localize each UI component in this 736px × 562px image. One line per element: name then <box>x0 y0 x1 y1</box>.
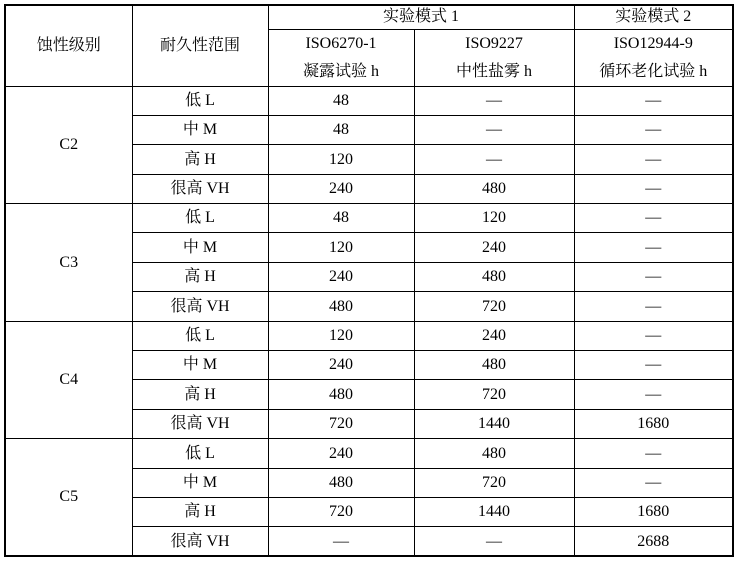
durability-range-cell: 很高 VH <box>132 409 268 438</box>
corrosion-level-cell: C5 <box>5 439 132 557</box>
cyclic-aging-hours-cell: — <box>574 115 733 144</box>
cyclic-aging-hours-cell: — <box>574 380 733 409</box>
cyclic-aging-hours-cell: — <box>574 351 733 380</box>
salt-spray-test-label: 中性盐雾 h <box>456 62 533 80</box>
salt-spray-hours-cell: 480 <box>414 351 574 380</box>
condensation-hours-cell: 240 <box>268 439 414 468</box>
header-salt-spray-test <box>414 29 574 86</box>
salt-spray-hours-cell: — <box>414 86 574 115</box>
cyclic-aging-hours-cell: 1680 <box>574 497 733 526</box>
durability-range-cell: 低 L <box>132 321 268 350</box>
durability-range-cell: 高 H <box>132 262 268 291</box>
cyclic-aging-hours-cell: — <box>574 204 733 233</box>
cyclic-aging-hours-cell: — <box>574 174 733 203</box>
table-row <box>5 86 733 115</box>
condensation-standard-label: ISO6270-1 <box>305 35 377 53</box>
condensation-hours-cell: 120 <box>268 145 414 174</box>
durability-range-cell: 中 M <box>132 233 268 262</box>
durability-range-cell: 中 M <box>132 351 268 380</box>
table-row <box>5 204 733 233</box>
condensation-hours-cell: 120 <box>268 233 414 262</box>
header-condensation-test <box>268 29 414 86</box>
salt-spray-standard-label: ISO9227 <box>465 35 523 53</box>
salt-spray-hours-cell: 720 <box>414 468 574 497</box>
header-test-mode-2: 实验模式 2 <box>574 5 733 29</box>
salt-spray-hours-cell: 720 <box>414 380 574 409</box>
cyclic-aging-hours-cell: — <box>574 86 733 115</box>
condensation-hours-cell: 480 <box>268 292 414 321</box>
durability-range-cell: 低 L <box>132 439 268 468</box>
salt-spray-hours-cell: 240 <box>414 233 574 262</box>
condensation-hours-cell: 240 <box>268 262 414 291</box>
condensation-hours-cell: 480 <box>268 468 414 497</box>
cyclic-aging-hours-cell: — <box>574 292 733 321</box>
header-corrosion-level: 蚀性级别 <box>5 5 132 86</box>
cyclic-aging-hours-cell: — <box>574 468 733 497</box>
condensation-hours-cell: — <box>268 527 414 556</box>
salt-spray-hours-cell: 1440 <box>414 497 574 526</box>
durability-range-cell: 中 M <box>132 468 268 497</box>
durability-range-cell: 高 H <box>132 380 268 409</box>
condensation-hours-cell: 720 <box>268 497 414 526</box>
cyclic-aging-standard-label: ISO12944-9 <box>613 35 693 53</box>
condensation-test-label: 凝露试验 h <box>302 62 379 80</box>
durability-range-cell: 高 H <box>132 145 268 174</box>
cyclic-aging-test-label: 循环老化试验 h <box>599 62 708 80</box>
salt-spray-hours-cell: 240 <box>414 321 574 350</box>
salt-spray-hours-cell: 720 <box>414 292 574 321</box>
durability-range-cell: 很高 VH <box>132 174 268 203</box>
salt-spray-hours-cell: 1440 <box>414 409 574 438</box>
durability-range-cell: 低 L <box>132 86 268 115</box>
salt-spray-hours-cell: — <box>414 115 574 144</box>
corrosion-level-cell: C2 <box>5 86 132 204</box>
cyclic-aging-hours-cell: — <box>574 233 733 262</box>
cyclic-aging-hours-cell: 2688 <box>574 527 733 556</box>
durability-range-cell: 中 M <box>132 115 268 144</box>
table-body <box>5 86 733 556</box>
salt-spray-hours-cell: 480 <box>414 262 574 291</box>
corrosion-level-cell: C3 <box>5 204 132 322</box>
header-test-mode-1: 实验模式 1 <box>268 5 574 29</box>
salt-spray-hours-cell: 120 <box>414 204 574 233</box>
cyclic-aging-hours-cell: — <box>574 439 733 468</box>
corrosion-level-cell: C4 <box>5 321 132 439</box>
salt-spray-hours-cell: 480 <box>414 174 574 203</box>
condensation-hours-cell: 720 <box>268 409 414 438</box>
table-container <box>4 4 734 557</box>
cyclic-aging-hours-cell: — <box>574 321 733 350</box>
cyclic-aging-hours-cell: — <box>574 145 733 174</box>
corrosion-durability-table <box>4 4 734 557</box>
durability-range-cell: 很高 VH <box>132 292 268 321</box>
header-cyclic-aging-test <box>574 29 733 86</box>
durability-range-cell: 很高 VH <box>132 527 268 556</box>
cyclic-aging-hours-cell: 1680 <box>574 409 733 438</box>
table-row <box>5 439 733 468</box>
condensation-hours-cell: 120 <box>268 321 414 350</box>
header-durability-range: 耐久性范围 <box>132 5 268 86</box>
header-row-modes <box>5 5 733 29</box>
condensation-hours-cell: 480 <box>268 380 414 409</box>
salt-spray-hours-cell: — <box>414 527 574 556</box>
salt-spray-hours-cell: 480 <box>414 439 574 468</box>
condensation-hours-cell: 48 <box>268 204 414 233</box>
table-row <box>5 321 733 350</box>
cyclic-aging-hours-cell: — <box>574 262 733 291</box>
condensation-hours-cell: 240 <box>268 351 414 380</box>
condensation-hours-cell: 48 <box>268 115 414 144</box>
durability-range-cell: 低 L <box>132 204 268 233</box>
durability-range-cell: 高 H <box>132 497 268 526</box>
salt-spray-hours-cell: — <box>414 145 574 174</box>
condensation-hours-cell: 240 <box>268 174 414 203</box>
condensation-hours-cell: 48 <box>268 86 414 115</box>
